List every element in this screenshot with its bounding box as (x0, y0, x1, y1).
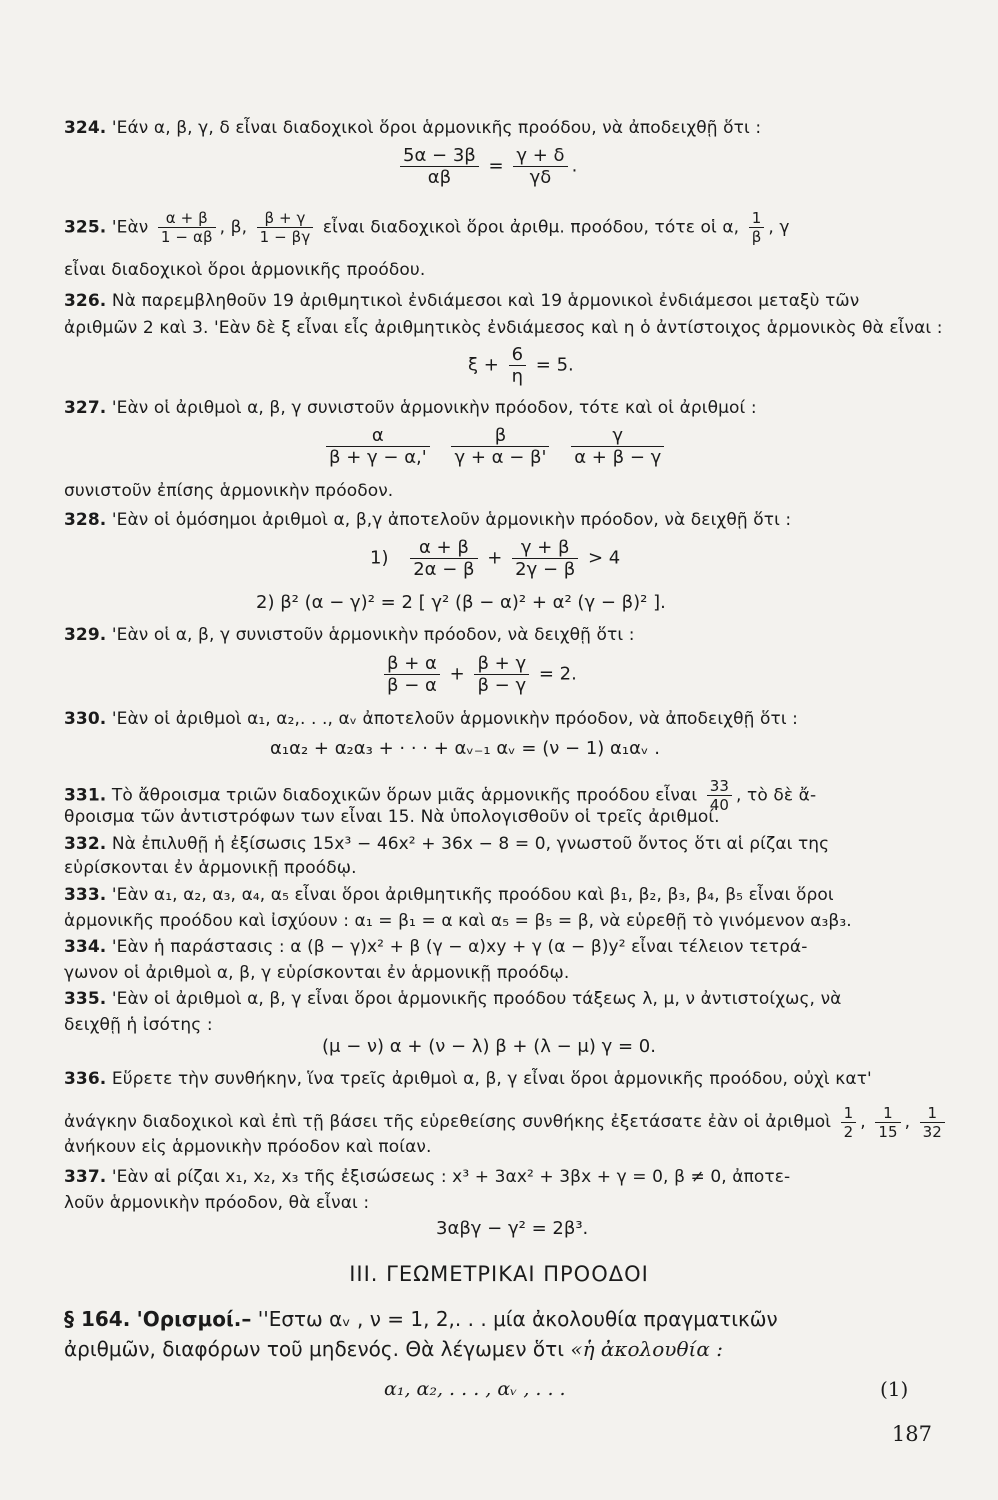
problem-337 (64, 1166, 934, 1188)
line-335b: δειχθῇ ἡ ἰσότης : (64, 1015, 213, 1035)
frac-den: 1 − αβ (160, 228, 213, 246)
line-334b: γωνον οἱ ἀριθμοὶ α, β, γ εὑρίσκονται ἐν ἁρμονικῇ προόδῳ. (64, 963, 570, 983)
problem-334 (64, 936, 934, 958)
paragraph-text: ''Εστω αᵥ , ν = 1, 2,. . . μία ἀκολουθία πραγματικῶν (251, 1307, 778, 1331)
line-337b: λοῦν ἁρμονικὴν πρόοδον, θὰ εἶναι : (64, 1193, 370, 1213)
equals-two: = 2. (538, 663, 577, 685)
problem-number: 332. (64, 834, 107, 854)
problem-333 (64, 884, 934, 906)
frac-den: γδ (529, 167, 552, 188)
frac-den: β − α (387, 675, 437, 696)
frac-num: γ + β (512, 538, 578, 559)
formula-335: (μ − ν) α + (ν − λ) β + (λ − μ) γ = 0. (322, 1036, 656, 1057)
line-327b: συνιστοῦν ἐπίσης ἁρμονικὴν πρόοδον. (64, 481, 394, 501)
problem-335 (64, 988, 934, 1010)
problem-329 (64, 624, 934, 646)
problem-text: 'Εάν α, β, γ, δ εἶναι διαδοχικοὶ ὅροι ἁρμονικῆς προόδου, νὰ ἀποδειχθῇ ὅτι : (106, 118, 762, 138)
problem-number: 336. (64, 1069, 107, 1089)
frac-num: 1 (920, 1105, 945, 1123)
line-326b: ἀριθμῶν 2 καὶ 3. 'Εὰν δὲ ξ εἶναι εἷς ἀριθμητικὸς ἐνδιάμεσος καὶ η ὁ ἀντίστοιχος ἁρμονικὸς θὰ εἶναι : (64, 318, 943, 338)
frac-den: γ + α − β' (454, 447, 547, 468)
problem-text: 'Εὰν οἱ α, β, γ συνιστοῦν ἁρμονικὴν πρόοδον, νὰ δειχθῇ ὅτι : (106, 625, 635, 645)
problem-number: 329. (64, 625, 107, 645)
frac-den: α + β − γ (574, 447, 662, 468)
problem-text: Τὸ ἄθροισμα τριῶν διαδοχικῶν ὅρων μιᾶς ἁρμονικῆς προόδου εἶναι (106, 785, 698, 806)
formula-328-1 (370, 538, 620, 579)
frac-den: β (751, 228, 762, 246)
line-325b: εἶναι διαδοχικοὶ ὅροι ἁρμονικῆς προόδου. (64, 260, 426, 280)
frac-num: α + β (410, 538, 477, 559)
frac-den: 2 (843, 1122, 854, 1141)
text: ἀνάγκην διαδοχικοὶ καὶ ἐπὶ τῇ βάσει τῆς εὑρεθείσης συνθήκης ἐξετάσατε ἐὰν οἱ ἀριθμοὶ (64, 1112, 832, 1132)
formula-326 (468, 345, 574, 386)
line-tail: , τὸ δὲ ἄ- (736, 785, 817, 806)
problem-327 (64, 397, 934, 419)
problem-336 (64, 1068, 934, 1090)
frac-den: β − γ (477, 675, 527, 696)
frac-num: 5α − 3β (400, 146, 479, 167)
frac-num: 1 (749, 210, 765, 228)
problem-325 (64, 210, 934, 245)
problem-text: 'Εὰν α₁, α₂, α₃, α₄, α₅ εἶναι ὅροι ἀριθμητικῆς προόδου καὶ β₁, β₂, β₃, β₄, β₅ εἶναι ὅροι (106, 885, 834, 905)
frac-num: β + γ (474, 654, 529, 675)
word-ean: 'Εὰν (111, 217, 149, 238)
problem-text: Νὰ παρεμβληθοῦν 19 ἀριθμητικοὶ ἐνδιάμεσοι καὶ 19 ἁρμονικοὶ ἐνδιάμεσοι μεταξὺ τῶν (106, 291, 860, 311)
frac-num: α + β (158, 210, 216, 228)
formula-330: α₁α₂ + α₂α₃ + · · · + αᵥ₋₁ αᵥ = (ν − 1) α₁αᵥ . (270, 738, 660, 759)
xi-plus: ξ + (468, 354, 499, 376)
frac-num: β (451, 426, 549, 447)
problem-330 (64, 708, 934, 730)
line-336c: ἀνήκουν εἰς ἁρμονικὴν πρόοδον καὶ ποίαν. (64, 1137, 432, 1157)
equals-five: = 5. (535, 354, 574, 376)
frac-den: 2α − β (413, 559, 475, 580)
sequence-formula: α₁, α₂, . . . , αᵥ , . . . (384, 1378, 566, 1400)
line-336b: ἀνάγκην διαδοχικοὶ καὶ ἐπὶ τῇ βάσει τῆς εὑρεθείσης συνθήκης ἐξετάσατε ἐὰν οἱ ἀριθμοὶ $\frac{1}{2}$ , $\frac{1}{15}$ , $\frac{1}{32}$ (64, 1104, 934, 1140)
frac-den: 2γ − β (515, 559, 576, 580)
problem-number: 331. (64, 785, 107, 806)
problem-text: 'Εὰν οἱ ἀριθμοὶ α₁, α₂,. . ., αᵥ ἀποτελοῦν ἁρμονικὴν πρόοδον, νὰ ἀποδειχθῇ ὅτι : (106, 709, 799, 729)
problem-text: εἶναι διαδοχικοὶ ὅροι ἀριθμ. προόδου, τότε οἱ α, (317, 217, 740, 238)
frac-num: 33 (707, 778, 732, 796)
problem-number: 325. (64, 217, 107, 238)
section-heading: III. ΓΕΩΜΕΤΡΙΚΑΙ ΠΡΟΟΔΟΙ (349, 1262, 649, 1286)
comma-beta: , β, (219, 217, 248, 238)
problem-number: 333. (64, 885, 107, 905)
problem-text: 'Εὰν οἱ ἀριθμοὶ α, β, γ συνιστοῦν ἁρμονικὴν πρόοδον, τότε καὶ οἱ ἀριθμοί : (106, 398, 757, 418)
frac-den: 32 (922, 1122, 942, 1141)
problem-326 (64, 290, 934, 312)
page-number: 187 (891, 1422, 932, 1446)
problem-332 (64, 833, 934, 855)
line-332b: εὑρίσκονται ἐν ἁρμονικῇ προόδῳ. (64, 858, 357, 878)
equation-label: (1) (880, 1377, 909, 1401)
problem-number: 327. (64, 398, 107, 418)
frac-den: η (511, 366, 524, 387)
formula-329 (380, 654, 577, 695)
plus: + (449, 663, 465, 685)
problem-number: 328. (64, 510, 107, 530)
label-1: 1) (370, 547, 389, 569)
frac-num: 6 (509, 345, 526, 366)
paragraph-164 (64, 1306, 934, 1332)
problem-number: 334. (64, 937, 107, 957)
problem-324 (64, 117, 934, 139)
paragraph-number: § 164. (64, 1307, 131, 1331)
frac-num: 1 (841, 1105, 857, 1123)
frac-num: β + γ (257, 210, 314, 228)
formula-328-2: 2) β² (α − γ)² = 2 [ γ² (β − α)² + α² (γ − β)² ]. (256, 592, 666, 613)
problem-number: 330. (64, 709, 107, 729)
problem-text: 'Εὰν αἱ ρίζαι x₁, x₂, x₃ τῆς ἐξισώσεως : x³ + 3αx² + 3βx + γ = 0, β ≠ 0, ἀποτε- (106, 1167, 791, 1187)
plus: + (487, 547, 503, 569)
problem-text: 'Εὰν ἡ παράστασις : α (β − γ)x² + β (γ − α)xy + γ (α − β)y² εἶναι τέλειον τετρά- (106, 937, 808, 957)
frac-den: 15 (878, 1122, 898, 1141)
frac-den: αβ (427, 167, 452, 188)
problem-328 (64, 509, 934, 531)
frac-num: β + α (384, 654, 440, 675)
problem-text: Νὰ ἐπιλυθῇ ἡ ἐξίσωσις 15x³ − 46x² + 36x − 8 = 0, γνωστοῦ ὄντος ὅτι αἱ ρίζαι της (106, 834, 830, 854)
frac-den: 40 (709, 796, 730, 814)
frac-num: γ (571, 426, 664, 447)
period: . (571, 155, 578, 177)
formula-337: 3αβγ − γ² = 2β³. (436, 1218, 589, 1239)
frac-num: 1 (875, 1105, 900, 1123)
problem-number: 335. (64, 989, 107, 1009)
text: ἀριθμῶν, διαφόρων τοῦ μηδενός. Θὰ λέγωμεν ὅτι (64, 1337, 564, 1361)
equals: = (488, 155, 504, 177)
frac-den: 1 − βγ (259, 228, 311, 246)
problem-text: 'Εὰν οἱ ὁμόσημοι ἀριθμοὶ α, β,γ ἀποτελοῦν ἁρμονικὴν πρόοδον, νὰ δειχθῇ ὅτι : (106, 510, 792, 530)
paragraph-164-line2 (64, 1336, 934, 1362)
formula-327 (322, 426, 668, 467)
problem-number: 326. (64, 291, 107, 311)
problem-text: 'Εὰν οἱ ἀριθμοὶ α, β, γ εἶναι ὅροι ἁρμονικῆς προόδου τάξεως λ, μ, ν ἀντιστοίχως, νὰ (106, 989, 842, 1009)
paragraph-title: 'Ορισμοί.– (136, 1307, 252, 1331)
comma-gamma: , γ (768, 217, 790, 238)
frac-den: β + γ − α,' (329, 447, 427, 468)
frac-num: α (326, 426, 430, 447)
line-333b: ἁρμονικῆς προόδου καὶ ἰσχύουν : α₁ = β₁ = α καὶ α₅ = β₅ = β, νὰ εὑρεθῇ τὸ γινόμενον α₃β₃. (64, 911, 852, 931)
problem-text: Εὕρετε τὴν συνθήκην, ἵνα τρεῖς ἀριθμοὶ α, β, γ εἶναι ὅροι ἁρμονικῆς προόδου, οὐχὶ κατ' (106, 1069, 872, 1089)
frac-num: γ + δ (513, 146, 567, 167)
greater-than-4: > 4 (587, 547, 621, 569)
problem-number: 324. (64, 118, 107, 138)
line-331b: θροισμα τῶν ἀντιστρόφων των εἶναι 15. Νὰ ὑπολογισθοῦν οἱ τρεῖς ἀριθμοί. (64, 807, 720, 827)
formula-324 (396, 146, 577, 187)
problem-number: 337. (64, 1167, 107, 1187)
italic-text: «ἡ ἀκολουθία : (570, 1337, 723, 1361)
